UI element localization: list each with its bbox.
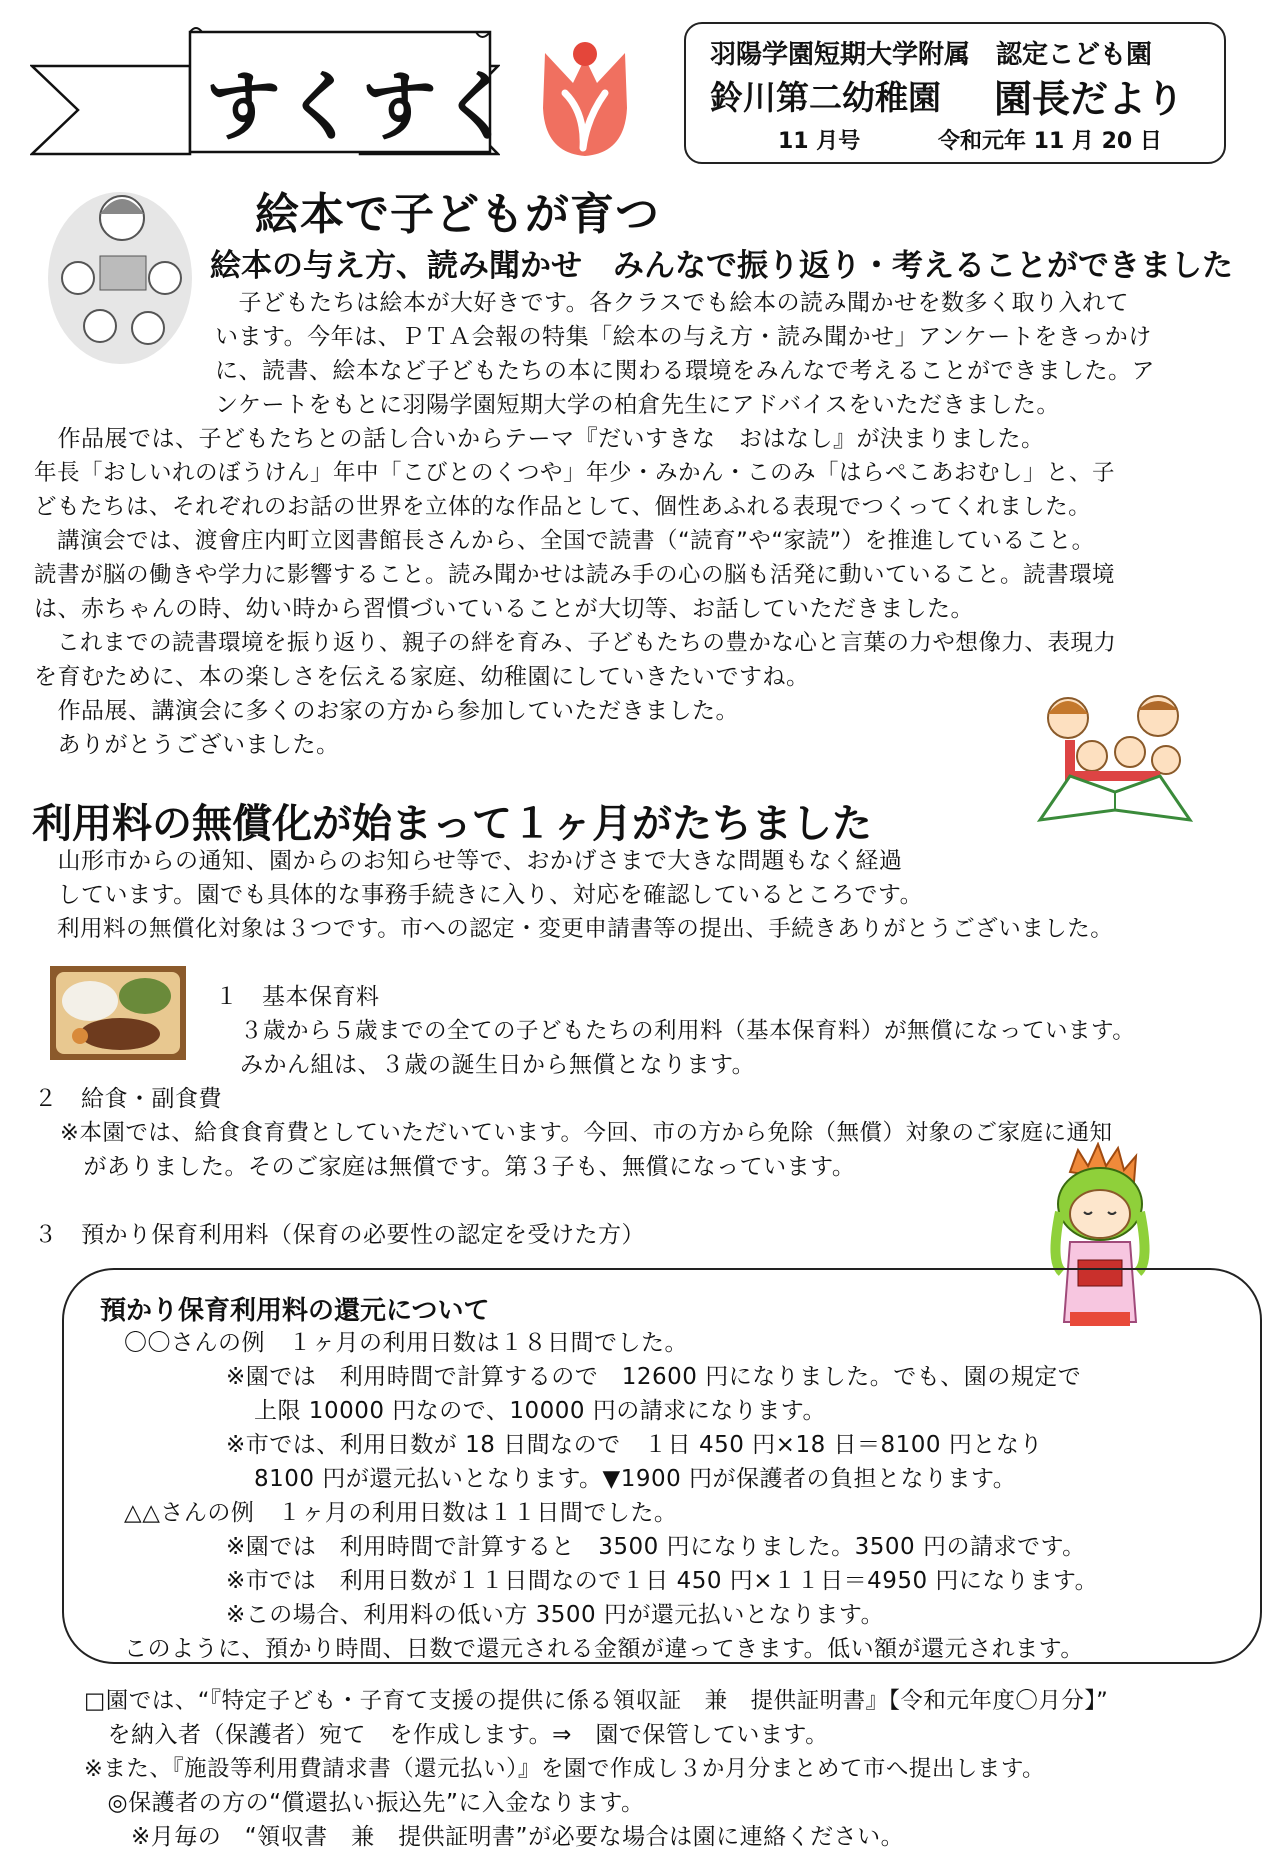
article1-line: 読書が脳の働きや学力に影響すること。読み聞かせは読み手の心の脳も活発に動いていること。読書環境 xyxy=(34,562,1116,588)
article1-line: 講演会では、渡會庄内町立図書館長さんから、全国で読書（“読育”や“家読”）を推進していること。 xyxy=(34,528,1095,554)
article1-title: 絵本で子どもが育つ xyxy=(255,189,660,240)
item2-title: ２ 給食・副食費 xyxy=(34,1086,222,1112)
article1-line: 作品展では、子どもたちとの話し合いからテーマ『だいすきな おはなし』が決まりました。 xyxy=(34,426,1045,452)
family-reading-illustration xyxy=(1030,680,1200,830)
mother-reading-illustration xyxy=(40,178,200,368)
footer-line: ※月毎の “領収書 兼 提供証明書”が必要な場合は園に連絡ください。 xyxy=(84,1824,905,1850)
item3-title: ３ 預かり保育利用料（保育の必要性の認定を受けた方） xyxy=(34,1222,645,1248)
issue-date: 令和元年 11 月 20 日 xyxy=(938,129,1162,154)
item1-line: ３歳から５歳までの全ての子どもたちの利用料（基本保育料）が無償になっています。 xyxy=(240,1018,1136,1044)
article1-line: どもたちは、それぞれのお話の世界を立体的な作品として、個性あふれる表現でつくってくれました。 xyxy=(34,494,1092,520)
refund-line: ※この場合、利用料の低い方 3500 円が還元払いとなります。 xyxy=(226,1602,885,1628)
article1-line: 子どもたちは絵本が大好きです。各クラスでも絵本の読み聞かせを数多く取り入れて xyxy=(215,290,1129,316)
article2-line: しています。園でも具体的な事務手続きに入り、対応を確認しているところです。 xyxy=(34,882,924,908)
issue-number: 11 月号 xyxy=(778,129,861,154)
article2-title: 利用料の無償化が始まって１ヶ月がたちました xyxy=(32,801,872,847)
newsletter-name: 園長だより xyxy=(994,77,1185,121)
refund-line: ※園では 利用時間で計算すると 3500 円になりました。3500 円の請求です。 xyxy=(226,1534,1086,1560)
footer-line: ◎保護者の方の“償還払い振込先”に入金なります。 xyxy=(84,1790,645,1816)
article1-line: に、読書、絵本など子どもたちの本に関わる環境をみんなで考えることができました。ア xyxy=(215,358,1155,384)
refund-title: 預かり保育利用料の還元について xyxy=(100,1296,490,1326)
article1-line: 作品展、講演会に多くのお家の方から参加していただきました。 xyxy=(34,698,739,724)
footer-line: □園では、“『特定子ども・子育て支援の提供に係る領収証 兼 提供証明書』【令和元年度〇月分】” xyxy=(84,1688,1109,1714)
header-box xyxy=(684,22,1226,164)
refund-line: 上限 10000 円なので、10000 円の請求になります。 xyxy=(254,1398,826,1424)
banner-title: すくすく xyxy=(205,62,517,151)
article1-line: います。今年は、ＰＴＡ会報の特集「絵本の与え方・読み聞かせ」アンケートをきっかけ xyxy=(215,324,1152,350)
article1-subtitle: 絵本の与え方、読み聞かせ みんなで振り返り・考えることができました xyxy=(210,248,1233,284)
kindergarten-name: 鈴川第二幼稚園 xyxy=(710,78,941,117)
refund-line: ※市では、利用日数が 18 日間なので １日 450 円×18 日＝8100 円となり xyxy=(226,1432,1043,1458)
item1-title: １ 基本保育料 xyxy=(215,984,380,1010)
footer-line: ※また、『施設等利用費請求書（還元払い）』を園で作成し３か月分まとめて市へ提出します。 xyxy=(84,1756,1046,1782)
article1-line: ありがとうございました。 xyxy=(34,732,340,758)
refund-line: 8100 円が還元払いとなります。▼1900 円が保護者の負担となります。 xyxy=(254,1466,1017,1492)
tulip-logo-icon xyxy=(535,38,635,158)
article2-line: 山形市からの通知、園からのお知らせ等で、おかげさまで大きな問題もなく経過 xyxy=(34,848,903,874)
school-name: 羽陽学園短期大学附属 認定こども園 xyxy=(710,40,1153,70)
refund-line: ※園では 利用時間で計算するので 12600 円になりました。でも、園の規定で xyxy=(226,1364,1082,1390)
article2-line: 利用料の無償化対象は３つです。市への認定・変更申請書等の提出、手続きありがとうございました。 xyxy=(34,916,1114,942)
item1-line: みかん組は、３歳の誕生日から無償となります。 xyxy=(240,1052,756,1078)
item2-line: がありました。そのご家庭は無償です。第３子も、無償になっています。 xyxy=(60,1154,856,1180)
item2-line: ※本園では、給食食育費としていただいています。今回、市の方から免除（無償）対象のご家庭に通知 xyxy=(60,1120,1113,1146)
refund-line: このように、預かり時間、日数で還元される金額が違ってきます。低い額が還元されます。 xyxy=(124,1636,1084,1662)
school-lunch-photo xyxy=(50,966,186,1060)
refund-line: △△さんの例 １ヶ月の利用日数は１１日間でした。 xyxy=(124,1500,678,1526)
article1-line: これまでの読書環境を振り返り、親子の絆を育み、子どもたちの豊かな心と言葉の力や想像力、表現力 xyxy=(34,630,1117,656)
article1-line: ンケートをもとに羽陽学園短期大学の柏倉先生にアドバイスをいただきました。 xyxy=(215,392,1060,418)
article1-line: を育むために、本の楽しさを伝える家庭、幼稚園にしていきたいですね。 xyxy=(34,664,810,690)
article1-line: は、赤ちゃんの時、幼い時から習慣づいていることが大切等、お話していただきました。 xyxy=(34,596,974,622)
article1-line: 年長「おしいれのぼうけん」年中「こびとのくつや」年少・みかん・このみ「はらぺこあおむし」と、子 xyxy=(34,460,1116,486)
refund-line: ※市では 利用日数が１１日間なので１日 450 円×１１日＝4950 円になります。 xyxy=(226,1568,1099,1594)
refund-line: 〇〇さんの例 １ヶ月の利用日数は１８日間でした。 xyxy=(124,1330,688,1356)
footer-line: を納入者（保護者）宛て を作成します。⇒ 園で保管しています。 xyxy=(84,1722,829,1748)
